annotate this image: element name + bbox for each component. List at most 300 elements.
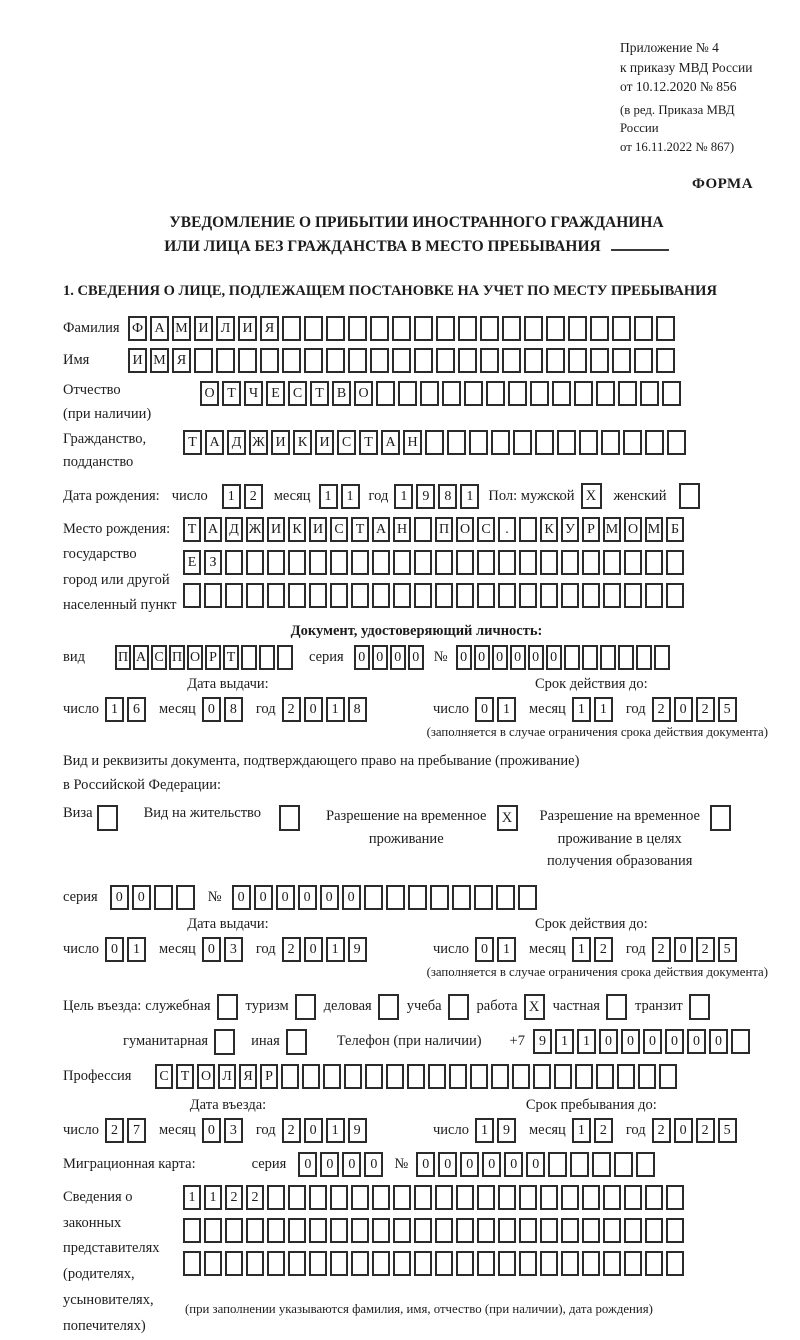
char-cell[interactable]: В bbox=[332, 381, 351, 406]
char-cell[interactable]: 1 bbox=[572, 697, 591, 722]
char-cell[interactable]: 0 bbox=[526, 1152, 545, 1177]
char-cell[interactable]: 0 bbox=[546, 645, 562, 670]
char-cell[interactable] bbox=[351, 1218, 369, 1243]
char-cell[interactable]: П bbox=[435, 517, 453, 542]
char-cell[interactable] bbox=[502, 316, 521, 341]
char-cell[interactable] bbox=[408, 885, 427, 910]
char-cell[interactable] bbox=[458, 348, 477, 373]
char-cell[interactable] bbox=[351, 583, 369, 608]
purpose-study-checkbox[interactable] bbox=[448, 994, 469, 1020]
char-cell[interactable]: С bbox=[477, 517, 495, 542]
char-cell[interactable]: 7 bbox=[127, 1118, 146, 1143]
char-cell[interactable] bbox=[392, 316, 411, 341]
char-cell[interactable] bbox=[414, 550, 432, 575]
char-cell[interactable]: Л bbox=[218, 1064, 236, 1089]
char-cell[interactable]: 0 bbox=[372, 645, 388, 670]
char-cell[interactable] bbox=[618, 381, 637, 406]
char-cell[interactable]: П bbox=[115, 645, 131, 670]
char-cell[interactable] bbox=[393, 1218, 411, 1243]
char-cell[interactable] bbox=[540, 1218, 558, 1243]
char-cell[interactable] bbox=[582, 1185, 600, 1210]
sex-male-checkbox[interactable]: X bbox=[581, 483, 602, 509]
char-cell[interactable] bbox=[480, 316, 499, 341]
char-cell[interactable] bbox=[561, 1218, 579, 1243]
char-cell[interactable]: Ж bbox=[249, 430, 268, 455]
char-cell[interactable] bbox=[557, 430, 576, 455]
char-cell[interactable] bbox=[491, 430, 510, 455]
char-cell[interactable] bbox=[414, 1251, 432, 1276]
char-cell[interactable]: 0 bbox=[643, 1029, 662, 1054]
char-cell[interactable]: 0 bbox=[709, 1029, 728, 1054]
char-cell[interactable] bbox=[386, 885, 405, 910]
char-cell[interactable] bbox=[634, 348, 653, 373]
char-cell[interactable]: О bbox=[624, 517, 642, 542]
char-cell[interactable]: И bbox=[267, 517, 285, 542]
char-cell[interactable]: А bbox=[205, 430, 224, 455]
char-cell[interactable] bbox=[498, 583, 516, 608]
char-cell[interactable]: А bbox=[372, 517, 390, 542]
char-cell[interactable]: 0 bbox=[304, 697, 323, 722]
char-cell[interactable]: 0 bbox=[342, 1152, 361, 1177]
char-cell[interactable]: Р bbox=[260, 1064, 278, 1089]
char-cell[interactable]: 2 bbox=[282, 937, 301, 962]
char-cell[interactable]: Д bbox=[225, 517, 243, 542]
char-cell[interactable] bbox=[428, 1064, 446, 1089]
char-cell[interactable] bbox=[546, 316, 565, 341]
char-cell[interactable] bbox=[624, 550, 642, 575]
char-cell[interactable] bbox=[575, 1064, 593, 1089]
char-cell[interactable] bbox=[568, 348, 587, 373]
char-cell[interactable]: 0 bbox=[460, 1152, 479, 1177]
char-cell[interactable] bbox=[486, 381, 505, 406]
char-cell[interactable] bbox=[425, 430, 444, 455]
char-cell[interactable]: И bbox=[315, 430, 334, 455]
char-cell[interactable] bbox=[183, 1251, 201, 1276]
char-cell[interactable]: Л bbox=[216, 316, 235, 341]
char-cell[interactable] bbox=[533, 1064, 551, 1089]
char-cell[interactable] bbox=[470, 1064, 488, 1089]
char-cell[interactable]: 0 bbox=[416, 1152, 435, 1177]
char-cell[interactable] bbox=[435, 550, 453, 575]
char-cell[interactable]: А bbox=[133, 645, 149, 670]
char-cell[interactable]: И bbox=[128, 348, 147, 373]
char-cell[interactable] bbox=[407, 1064, 425, 1089]
char-cell[interactable] bbox=[370, 316, 389, 341]
char-cell[interactable] bbox=[393, 1185, 411, 1210]
char-cell[interactable] bbox=[154, 885, 173, 910]
char-cell[interactable] bbox=[282, 348, 301, 373]
char-cell[interactable]: И bbox=[238, 316, 257, 341]
char-cell[interactable]: К bbox=[288, 517, 306, 542]
char-cell[interactable]: 8 bbox=[348, 697, 367, 722]
char-cell[interactable] bbox=[225, 583, 243, 608]
char-cell[interactable]: 1 bbox=[497, 697, 516, 722]
char-cell[interactable]: 0 bbox=[408, 645, 424, 670]
char-cell[interactable] bbox=[246, 1218, 264, 1243]
char-cell[interactable] bbox=[513, 430, 532, 455]
char-cell[interactable]: С bbox=[288, 381, 307, 406]
char-cell[interactable] bbox=[267, 550, 285, 575]
char-cell[interactable] bbox=[414, 583, 432, 608]
char-cell[interactable] bbox=[344, 1064, 362, 1089]
char-cell[interactable] bbox=[582, 645, 598, 670]
char-cell[interactable] bbox=[596, 381, 615, 406]
char-cell[interactable] bbox=[548, 1152, 567, 1177]
char-cell[interactable]: 2 bbox=[282, 1118, 301, 1143]
char-cell[interactable]: 0 bbox=[674, 697, 693, 722]
char-cell[interactable] bbox=[372, 1218, 390, 1243]
char-cell[interactable] bbox=[442, 381, 461, 406]
char-cell[interactable]: 0 bbox=[482, 1152, 501, 1177]
char-cell[interactable] bbox=[570, 1152, 589, 1177]
char-cell[interactable] bbox=[502, 348, 521, 373]
char-cell[interactable]: Р bbox=[205, 645, 221, 670]
char-cell[interactable]: 0 bbox=[276, 885, 295, 910]
char-cell[interactable]: Т bbox=[310, 381, 329, 406]
char-cell[interactable] bbox=[540, 1185, 558, 1210]
char-cell[interactable]: Я bbox=[260, 316, 279, 341]
char-cell[interactable] bbox=[458, 316, 477, 341]
char-cell[interactable]: Т bbox=[222, 381, 241, 406]
char-cell[interactable]: . bbox=[498, 517, 516, 542]
char-cell[interactable]: 0 bbox=[342, 885, 361, 910]
char-cell[interactable] bbox=[393, 1251, 411, 1276]
char-cell[interactable] bbox=[246, 1251, 264, 1276]
char-cell[interactable]: С bbox=[155, 1064, 173, 1089]
char-cell[interactable]: 3 bbox=[224, 1118, 243, 1143]
char-cell[interactable] bbox=[564, 645, 580, 670]
char-cell[interactable]: 5 bbox=[718, 697, 737, 722]
char-cell[interactable] bbox=[624, 1218, 642, 1243]
char-cell[interactable]: 1 bbox=[475, 1118, 494, 1143]
char-cell[interactable] bbox=[304, 348, 323, 373]
char-cell[interactable] bbox=[561, 583, 579, 608]
char-cell[interactable]: 0 bbox=[254, 885, 273, 910]
char-cell[interactable]: И bbox=[309, 517, 327, 542]
char-cell[interactable]: Т bbox=[183, 430, 202, 455]
char-cell[interactable] bbox=[309, 1185, 327, 1210]
char-cell[interactable]: 0 bbox=[132, 885, 151, 910]
char-cell[interactable] bbox=[393, 583, 411, 608]
char-cell[interactable] bbox=[666, 1185, 684, 1210]
char-cell[interactable] bbox=[398, 381, 417, 406]
char-cell[interactable] bbox=[302, 1064, 320, 1089]
char-cell[interactable] bbox=[535, 430, 554, 455]
char-cell[interactable] bbox=[386, 1064, 404, 1089]
char-cell[interactable] bbox=[634, 316, 653, 341]
char-cell[interactable]: 1 bbox=[326, 1118, 345, 1143]
char-cell[interactable] bbox=[561, 1251, 579, 1276]
char-cell[interactable]: С bbox=[151, 645, 167, 670]
char-cell[interactable] bbox=[259, 645, 275, 670]
char-cell[interactable]: 0 bbox=[438, 1152, 457, 1177]
char-cell[interactable] bbox=[666, 583, 684, 608]
char-cell[interactable] bbox=[477, 1185, 495, 1210]
char-cell[interactable]: 1 bbox=[341, 484, 360, 509]
char-cell[interactable]: О bbox=[187, 645, 203, 670]
char-cell[interactable] bbox=[288, 550, 306, 575]
char-cell[interactable] bbox=[645, 550, 663, 575]
char-cell[interactable] bbox=[636, 1152, 655, 1177]
char-cell[interactable] bbox=[372, 583, 390, 608]
purpose-commercial-checkbox[interactable] bbox=[378, 994, 399, 1020]
char-cell[interactable]: 1 bbox=[394, 484, 413, 509]
char-cell[interactable]: Ж bbox=[246, 517, 264, 542]
char-cell[interactable]: 0 bbox=[504, 1152, 523, 1177]
edu-permit-checkbox[interactable] bbox=[710, 805, 731, 831]
char-cell[interactable]: С bbox=[337, 430, 356, 455]
char-cell[interactable] bbox=[596, 1064, 614, 1089]
char-cell[interactable] bbox=[282, 316, 301, 341]
char-cell[interactable] bbox=[241, 645, 257, 670]
char-cell[interactable]: Е bbox=[183, 550, 201, 575]
char-cell[interactable] bbox=[624, 1185, 642, 1210]
char-cell[interactable]: 0 bbox=[110, 885, 129, 910]
char-cell[interactable]: 9 bbox=[497, 1118, 516, 1143]
char-cell[interactable] bbox=[364, 885, 383, 910]
char-cell[interactable]: Д bbox=[227, 430, 246, 455]
char-cell[interactable] bbox=[636, 645, 652, 670]
char-cell[interactable]: 8 bbox=[438, 484, 457, 509]
char-cell[interactable] bbox=[456, 1218, 474, 1243]
char-cell[interactable]: 0 bbox=[202, 1118, 221, 1143]
char-cell[interactable] bbox=[372, 550, 390, 575]
char-cell[interactable]: 1 bbox=[326, 937, 345, 962]
char-cell[interactable] bbox=[603, 1218, 621, 1243]
char-cell[interactable] bbox=[519, 550, 537, 575]
char-cell[interactable] bbox=[519, 583, 537, 608]
char-cell[interactable] bbox=[582, 583, 600, 608]
char-cell[interactable] bbox=[579, 430, 598, 455]
char-cell[interactable]: 1 bbox=[204, 1185, 222, 1210]
char-cell[interactable]: Ч bbox=[244, 381, 263, 406]
char-cell[interactable] bbox=[288, 1251, 306, 1276]
char-cell[interactable] bbox=[667, 430, 686, 455]
char-cell[interactable] bbox=[666, 1251, 684, 1276]
char-cell[interactable]: 0 bbox=[528, 645, 544, 670]
char-cell[interactable] bbox=[246, 583, 264, 608]
char-cell[interactable] bbox=[480, 348, 499, 373]
char-cell[interactable] bbox=[348, 348, 367, 373]
char-cell[interactable] bbox=[645, 1185, 663, 1210]
char-cell[interactable] bbox=[590, 348, 609, 373]
char-cell[interactable] bbox=[288, 583, 306, 608]
char-cell[interactable] bbox=[225, 1218, 243, 1243]
char-cell[interactable]: 2 bbox=[282, 697, 301, 722]
char-cell[interactable]: 0 bbox=[674, 1118, 693, 1143]
char-cell[interactable] bbox=[477, 1218, 495, 1243]
char-cell[interactable]: И bbox=[271, 430, 290, 455]
char-cell[interactable] bbox=[524, 348, 543, 373]
char-cell[interactable]: Р bbox=[582, 517, 600, 542]
char-cell[interactable]: 2 bbox=[246, 1185, 264, 1210]
char-cell[interactable] bbox=[582, 550, 600, 575]
char-cell[interactable] bbox=[393, 550, 411, 575]
char-cell[interactable] bbox=[309, 550, 327, 575]
char-cell[interactable]: 1 bbox=[222, 484, 241, 509]
purpose-private-checkbox[interactable] bbox=[606, 994, 627, 1020]
char-cell[interactable] bbox=[260, 348, 279, 373]
char-cell[interactable] bbox=[370, 348, 389, 373]
char-cell[interactable]: 2 bbox=[594, 937, 613, 962]
char-cell[interactable] bbox=[540, 1251, 558, 1276]
char-cell[interactable] bbox=[474, 885, 493, 910]
char-cell[interactable] bbox=[183, 583, 201, 608]
char-cell[interactable]: 5 bbox=[718, 937, 737, 962]
char-cell[interactable] bbox=[414, 348, 433, 373]
char-cell[interactable] bbox=[540, 583, 558, 608]
char-cell[interactable] bbox=[601, 430, 620, 455]
char-cell[interactable] bbox=[447, 430, 466, 455]
char-cell[interactable] bbox=[204, 1218, 222, 1243]
char-cell[interactable] bbox=[449, 1064, 467, 1089]
char-cell[interactable] bbox=[330, 1218, 348, 1243]
char-cell[interactable] bbox=[662, 381, 681, 406]
sex-female-checkbox[interactable] bbox=[679, 483, 700, 509]
char-cell[interactable]: Ф bbox=[128, 316, 147, 341]
char-cell[interactable]: К bbox=[293, 430, 312, 455]
char-cell[interactable]: 2 bbox=[696, 937, 715, 962]
char-cell[interactable] bbox=[512, 1064, 530, 1089]
char-cell[interactable] bbox=[498, 1251, 516, 1276]
char-cell[interactable]: А bbox=[204, 517, 222, 542]
char-cell[interactable]: 2 bbox=[594, 1118, 613, 1143]
char-cell[interactable] bbox=[666, 1218, 684, 1243]
char-cell[interactable] bbox=[603, 1185, 621, 1210]
char-cell[interactable]: Т bbox=[359, 430, 378, 455]
char-cell[interactable]: 1 bbox=[594, 697, 613, 722]
char-cell[interactable] bbox=[519, 517, 537, 542]
char-cell[interactable]: 1 bbox=[127, 937, 146, 962]
char-cell[interactable]: 0 bbox=[304, 1118, 323, 1143]
char-cell[interactable]: 0 bbox=[202, 937, 221, 962]
char-cell[interactable]: 9 bbox=[348, 937, 367, 962]
residence-permit-checkbox[interactable] bbox=[279, 805, 300, 831]
purpose-business-checkbox[interactable] bbox=[217, 994, 238, 1020]
char-cell[interactable]: 0 bbox=[232, 885, 251, 910]
char-cell[interactable] bbox=[267, 1218, 285, 1243]
char-cell[interactable] bbox=[582, 1218, 600, 1243]
char-cell[interactable]: 6 bbox=[127, 697, 146, 722]
char-cell[interactable]: С bbox=[330, 517, 348, 542]
char-cell[interactable] bbox=[603, 1251, 621, 1276]
char-cell[interactable] bbox=[372, 1251, 390, 1276]
char-cell[interactable] bbox=[452, 885, 471, 910]
char-cell[interactable] bbox=[496, 885, 515, 910]
char-cell[interactable] bbox=[348, 316, 367, 341]
char-cell[interactable] bbox=[519, 1218, 537, 1243]
purpose-tourism-checkbox[interactable] bbox=[295, 994, 316, 1020]
char-cell[interactable] bbox=[392, 348, 411, 373]
char-cell[interactable] bbox=[456, 1251, 474, 1276]
char-cell[interactable] bbox=[518, 885, 537, 910]
char-cell[interactable] bbox=[288, 1185, 306, 1210]
char-cell[interactable] bbox=[552, 381, 571, 406]
char-cell[interactable] bbox=[309, 583, 327, 608]
char-cell[interactable]: 0 bbox=[298, 1152, 317, 1177]
char-cell[interactable] bbox=[330, 1251, 348, 1276]
char-cell[interactable]: 0 bbox=[510, 645, 526, 670]
char-cell[interactable]: 0 bbox=[390, 645, 406, 670]
char-cell[interactable] bbox=[574, 381, 593, 406]
char-cell[interactable] bbox=[330, 1185, 348, 1210]
char-cell[interactable]: 1 bbox=[572, 937, 591, 962]
char-cell[interactable]: 1 bbox=[105, 697, 124, 722]
char-cell[interactable] bbox=[326, 316, 345, 341]
char-cell[interactable] bbox=[414, 316, 433, 341]
char-cell[interactable]: К bbox=[540, 517, 558, 542]
char-cell[interactable]: О bbox=[197, 1064, 215, 1089]
char-cell[interactable]: 0 bbox=[687, 1029, 706, 1054]
char-cell[interactable] bbox=[469, 430, 488, 455]
char-cell[interactable] bbox=[435, 1185, 453, 1210]
char-cell[interactable] bbox=[508, 381, 527, 406]
char-cell[interactable]: 1 bbox=[577, 1029, 596, 1054]
char-cell[interactable] bbox=[612, 316, 631, 341]
char-cell[interactable] bbox=[659, 1064, 677, 1089]
char-cell[interactable]: 5 bbox=[718, 1118, 737, 1143]
char-cell[interactable]: М bbox=[172, 316, 191, 341]
visa-checkbox[interactable] bbox=[97, 805, 118, 831]
char-cell[interactable]: 1 bbox=[572, 1118, 591, 1143]
char-cell[interactable]: О bbox=[456, 517, 474, 542]
char-cell[interactable]: 0 bbox=[475, 697, 494, 722]
char-cell[interactable]: 0 bbox=[320, 1152, 339, 1177]
char-cell[interactable]: 1 bbox=[326, 697, 345, 722]
char-cell[interactable] bbox=[540, 550, 558, 575]
char-cell[interactable] bbox=[436, 348, 455, 373]
char-cell[interactable] bbox=[194, 348, 213, 373]
char-cell[interactable]: З bbox=[204, 550, 222, 575]
char-cell[interactable]: 9 bbox=[533, 1029, 552, 1054]
char-cell[interactable]: Т bbox=[176, 1064, 194, 1089]
char-cell[interactable]: Б bbox=[666, 517, 684, 542]
char-cell[interactable]: И bbox=[194, 316, 213, 341]
char-cell[interactable]: 2 bbox=[105, 1118, 124, 1143]
char-cell[interactable] bbox=[330, 550, 348, 575]
char-cell[interactable] bbox=[267, 583, 285, 608]
char-cell[interactable]: 0 bbox=[354, 645, 370, 670]
char-cell[interactable] bbox=[603, 550, 621, 575]
char-cell[interactable]: 3 bbox=[224, 937, 243, 962]
char-cell[interactable] bbox=[435, 583, 453, 608]
char-cell[interactable] bbox=[524, 316, 543, 341]
char-cell[interactable] bbox=[491, 1064, 509, 1089]
char-cell[interactable] bbox=[624, 583, 642, 608]
char-cell[interactable] bbox=[376, 381, 395, 406]
char-cell[interactable]: 2 bbox=[652, 697, 671, 722]
char-cell[interactable] bbox=[225, 550, 243, 575]
char-cell[interactable]: А bbox=[150, 316, 169, 341]
char-cell[interactable] bbox=[498, 550, 516, 575]
char-cell[interactable] bbox=[645, 1251, 663, 1276]
char-cell[interactable] bbox=[267, 1185, 285, 1210]
char-cell[interactable] bbox=[561, 550, 579, 575]
char-cell[interactable]: 1 bbox=[183, 1185, 201, 1210]
char-cell[interactable]: Е bbox=[266, 381, 285, 406]
char-cell[interactable] bbox=[582, 1251, 600, 1276]
char-cell[interactable]: Н bbox=[393, 517, 411, 542]
char-cell[interactable]: 1 bbox=[555, 1029, 574, 1054]
char-cell[interactable]: 0 bbox=[364, 1152, 383, 1177]
char-cell[interactable] bbox=[420, 381, 439, 406]
char-cell[interactable]: 2 bbox=[696, 697, 715, 722]
char-cell[interactable] bbox=[456, 1185, 474, 1210]
char-cell[interactable]: 9 bbox=[416, 484, 435, 509]
char-cell[interactable] bbox=[614, 1152, 633, 1177]
char-cell[interactable] bbox=[645, 430, 664, 455]
temp-permit-checkbox[interactable]: X bbox=[497, 805, 518, 831]
